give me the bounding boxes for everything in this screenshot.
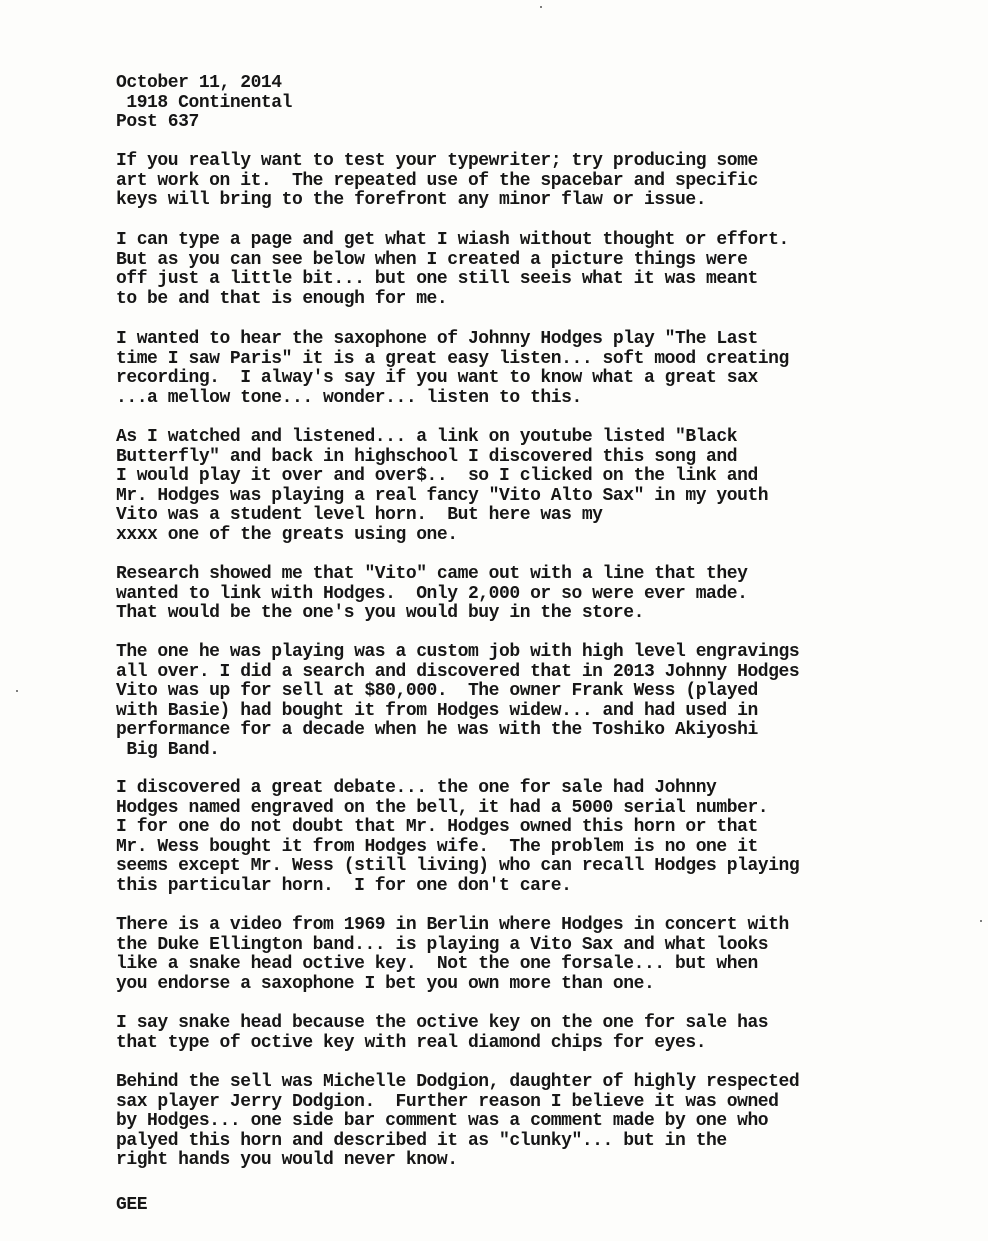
paragraph-line: wanted to link with Hodges. Only 2,000 or so were ever made. (116, 583, 748, 604)
paragraph-line: That would be the one's you would buy in the store. (116, 603, 644, 624)
paragraph-line: seems except Mr. Wess (still living) who can recall Hodges playing (116, 856, 800, 877)
paragraph-line: sax player Jerry Dodgion. Further reason I believe it was owned (116, 1091, 779, 1112)
paragraph-line: Research showed me that "Vito" came out with a line that they (116, 564, 748, 584)
paragraph-line: I for one do not doubt that Mr. Hodges owned this horn or that (116, 817, 758, 838)
paragraph-line: the Duke Ellington band... is playing a Vito Sax and what looks (116, 934, 769, 955)
paragraph-2 (116, 231, 789, 309)
paragraph-line: palyed this horn and described it as "clunky"... but in the (116, 1130, 727, 1151)
header-date: October 11, 2014 (116, 73, 282, 93)
paragraph-line: Vito was a student level horn. But here was my (116, 505, 603, 526)
paragraph-9 (116, 1014, 768, 1053)
paragraph-4 (116, 428, 768, 546)
paragraph-line: by Hodges... one side bar comment was a comment made by one who (116, 1111, 769, 1132)
paragraph-line: that type of octive key with real diamond chips for eyes. (116, 1032, 707, 1053)
paragraph-line: like a snake head octive key. Not the one forsale... but when (116, 954, 758, 975)
paragraph-line: I discovered a great debate... the one for sale had Johnny (116, 778, 717, 798)
signature-initials: GEE (116, 1195, 148, 1215)
paragraph-5 (116, 565, 747, 624)
paragraph-7 (116, 779, 799, 897)
paragraph-line: all over. I did a search and discovered that in 2013 Johnny Hodges (116, 661, 800, 682)
paragraph-line: time I saw Paris" it is a great easy listen... soft mood creating (116, 348, 789, 369)
paragraph-line: I say snake head because the octive key on the one for sale has (116, 1013, 769, 1033)
paragraph-line: As I watched and listened... a link on youtube listed "Black (116, 427, 738, 447)
header-post-number: Post 637 (116, 112, 199, 133)
paragraph-line: I can type a page and get what I wiash without thought or effort. (116, 230, 789, 250)
paragraph-line: Big Band. (116, 739, 220, 760)
header-typewriter-model: 1918 Continental (116, 92, 292, 113)
paragraph-line: I would play it over and over$.. so I clicked on the link and (116, 466, 758, 487)
paper-speck (980, 920, 982, 922)
paragraph-line: If you really want to test your typewriter; try producing some (116, 151, 758, 171)
paragraph-1 (116, 152, 758, 211)
paragraph-10 (116, 1073, 799, 1171)
paragraph-line: But as you can see below when I created a picture things were (116, 249, 748, 270)
paragraph-line: right hands you would never know. (116, 1150, 458, 1171)
paragraph-line: ...a mellow tone... wonder... listen to this. (116, 387, 582, 408)
paper-speck (16, 690, 18, 692)
paragraph-line: Butterfly" and back in highschool I discovered this song and (116, 446, 738, 467)
paragraph-line: you endorse a saxophone I bet you own more than one. (116, 973, 655, 994)
paragraph-line: off just a little bit... but one still seeis what it was meant (116, 269, 758, 290)
paper-speck (540, 6, 542, 8)
paragraph-line: Vito was up for sell at $80,000. The owner Frank Wess (played (116, 681, 758, 702)
paragraph-3 (116, 330, 789, 408)
paragraph-line: I wanted to hear the saxophone of Johnny Hodges play "The Last (116, 329, 758, 349)
paragraph-line: keys will bring to the forefront any minor flaw or issue. (116, 190, 707, 211)
paragraph-line: Hodges named engraved on the bell, it had a 5000 serial number. (116, 797, 769, 818)
paragraph-line: Mr. Wess bought it from Hodges wife. The problem is no one it (116, 836, 758, 857)
paragraph-line: this particular horn. I for one don't care. (116, 875, 572, 896)
paragraph-line: The one he was playing was a custom job with high level engravings (116, 642, 800, 662)
paragraph-6 (116, 643, 799, 761)
paragraph-line: to be and that is enough for me. (116, 288, 448, 309)
paragraph-8 (116, 916, 789, 994)
letter-header (116, 74, 292, 133)
paragraph-line: recording. I alway's say if you want to know what a great sax (116, 368, 758, 389)
paragraph-line: xxxx one of the greats using one. (116, 524, 458, 545)
paragraph-line: with Basie) had bought it from Hodges widew... and had used in (116, 700, 758, 721)
paragraph-line: Mr. Hodges was playing a real fancy "Vito Alto Sax" in my youth (116, 485, 769, 506)
paragraph-line: There is a video from 1969 in Berlin where Hodges in concert with (116, 915, 789, 935)
paragraph-line: art work on it. The repeated use of the spacebar and specific (116, 170, 758, 191)
paragraph-line: Behind the sell was Michelle Dodgion, daughter of highly respected (116, 1072, 800, 1092)
paragraph-line: performance for a decade when he was with the Toshiko Akiyoshi (116, 720, 758, 741)
